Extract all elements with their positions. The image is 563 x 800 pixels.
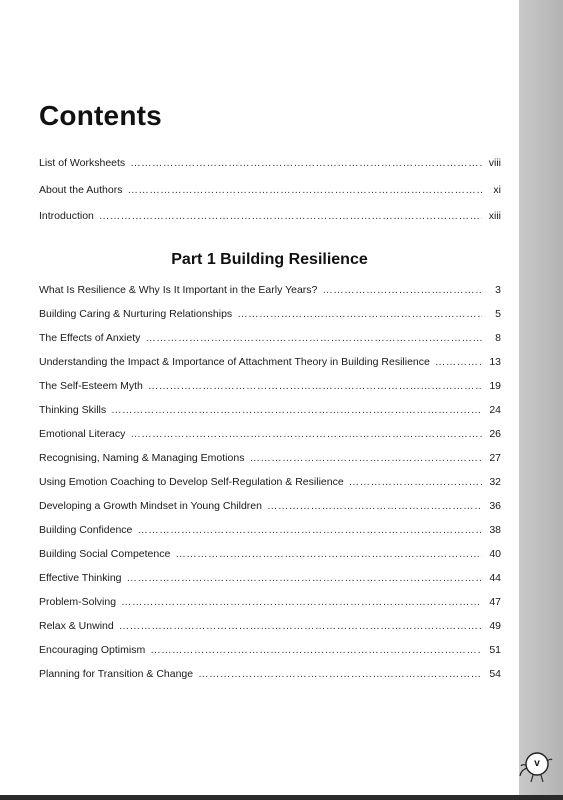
toc-entry-page: 13	[489, 356, 501, 368]
toc-entry[interactable]	[39, 668, 501, 692]
toc-leader-dots	[148, 380, 482, 392]
toc-entry[interactable]	[39, 332, 501, 356]
toc-entry-page: 38	[489, 524, 501, 536]
toc-entry[interactable]	[39, 548, 501, 572]
toc-entry[interactable]	[39, 452, 501, 476]
toc-entry[interactable]	[39, 620, 501, 644]
toc-front-matter	[39, 157, 501, 237]
toc-entry-page: 40	[489, 548, 501, 560]
toc-entry-page: 24	[489, 404, 501, 416]
toc-entry-title: Building Caring & Nurturing Relationships	[39, 308, 233, 320]
toc-leader-dots	[130, 157, 482, 169]
toc-entry-title: Problem-Solving	[39, 596, 117, 608]
toc-leader-dots	[111, 404, 482, 416]
toc-entry-page: 51	[489, 644, 501, 656]
toc-entry[interactable]	[39, 284, 501, 308]
toc-entry[interactable]	[39, 210, 501, 237]
toc-entry-title: Building Social Competence	[39, 548, 171, 560]
toc-entry-title: Introduction	[39, 210, 94, 222]
toc-leader-dots	[349, 476, 482, 488]
toc-leader-dots	[130, 428, 482, 440]
part-heading: Part 1 Building Resilience	[171, 251, 368, 268]
toc-entry-page: 36	[489, 500, 501, 512]
bottom-rule	[0, 795, 563, 800]
toc-entry-title: Relax & Unwind	[39, 620, 114, 632]
toc-entry-title: Recognising, Naming & Managing Emotions	[39, 452, 245, 464]
toc-entry-title: What Is Resilience & Why Is It Important in the Early Years?	[39, 284, 318, 296]
toc-entry-title: Effective Thinking	[39, 572, 122, 584]
toc-entry-page: 32	[489, 476, 501, 488]
toc-entry[interactable]	[39, 356, 501, 380]
toc-entry-title: The Effects of Anxiety	[39, 332, 141, 344]
page-number: v	[534, 758, 540, 769]
toc-leader-dots	[145, 332, 482, 344]
toc-leader-dots	[198, 668, 482, 680]
toc-entry[interactable]	[39, 380, 501, 404]
toc-entry-page: 47	[489, 596, 501, 608]
toc-entry-page: 54	[489, 668, 501, 680]
toc-part1	[39, 284, 501, 692]
toc-entry[interactable]	[39, 476, 501, 500]
toc-entry-page: 5	[495, 308, 501, 320]
toc-entry-title: Understanding the Impact & Importance of Attachment Theory in Building Resilience	[39, 356, 430, 368]
toc-entry-page: 3	[495, 284, 501, 296]
toc-entry[interactable]	[39, 644, 501, 668]
toc-entry-page: xiii	[488, 210, 501, 222]
toc-entry-title: Thinking Skills	[39, 404, 107, 416]
toc-entry[interactable]	[39, 308, 501, 332]
toc-entry[interactable]	[39, 500, 501, 524]
toc-entry-page: 27	[489, 452, 501, 464]
toc-entry-title: Developing a Growth Mindset in Young Children	[39, 500, 262, 512]
page-number-badge	[512, 748, 556, 784]
side-band	[519, 0, 563, 800]
toc-leader-dots	[150, 644, 482, 656]
toc-entry-page: 44	[489, 572, 501, 584]
toc-leader-dots	[99, 210, 482, 222]
toc-entry-title: Building Confidence	[39, 524, 133, 536]
toc-leader-dots	[322, 284, 482, 296]
toc-entry-title: About the Authors	[39, 183, 123, 196]
toc-entry-page: 49	[489, 620, 501, 632]
toc-entry[interactable]	[39, 404, 501, 428]
toc-leader-dots	[121, 596, 482, 608]
toc-entry-title: List of Worksheets	[39, 157, 126, 169]
toc-entry-title: Using Emotion Coaching to Develop Self-Regulation & Resilience	[39, 476, 344, 488]
toc-entry-page: 26	[489, 428, 501, 440]
toc-entry[interactable]	[39, 524, 501, 548]
toc-entry[interactable]	[39, 572, 501, 596]
toc-entry-page: viii	[488, 157, 501, 169]
toc-leader-dots	[137, 524, 482, 536]
toc-entry-title: Planning for Transition & Change	[39, 668, 194, 680]
toc-entry-page: 8	[495, 332, 501, 344]
toc-leader-dots	[127, 184, 482, 196]
toc-leader-dots	[119, 620, 482, 632]
toc-leader-dots	[435, 356, 482, 368]
toc-entry[interactable]	[39, 157, 501, 184]
toc-entry[interactable]	[39, 428, 501, 452]
toc-leader-dots	[249, 452, 482, 464]
toc-leader-dots	[127, 572, 483, 584]
page-title: Contents	[39, 100, 162, 131]
toc-entry-title: The Self-Esteem Myth	[39, 380, 143, 392]
toc-entry-page: xi	[493, 183, 501, 196]
toc-leader-dots	[267, 500, 482, 512]
toc-entry-page: 19	[489, 380, 501, 392]
toc-entry-title: Encouraging Optimism	[39, 644, 146, 656]
toc-entry-title: Emotional Literacy	[39, 428, 126, 440]
toc-leader-dots	[237, 308, 482, 320]
toc-leader-dots	[175, 548, 482, 560]
toc-entry[interactable]	[39, 184, 501, 211]
toc-entry[interactable]	[39, 596, 501, 620]
